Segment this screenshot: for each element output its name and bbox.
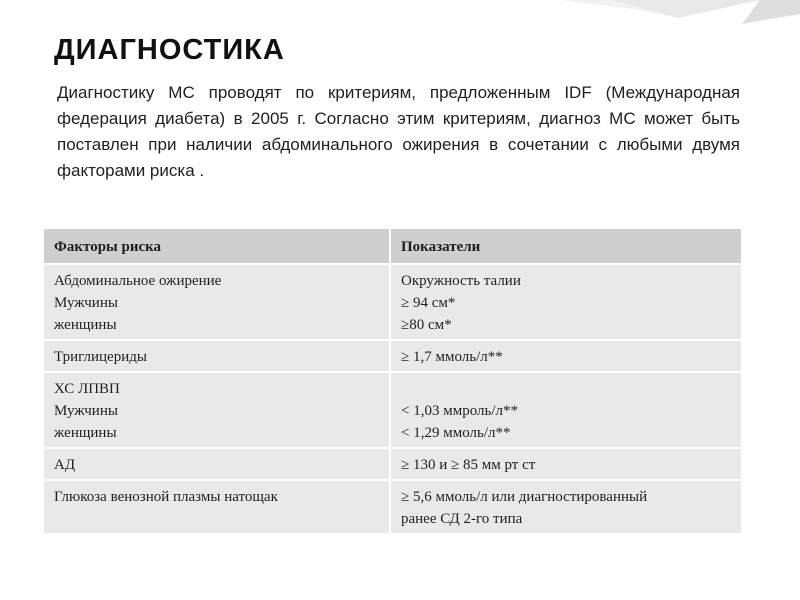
indicator-cell <box>390 448 741 480</box>
table-header-row <box>44 229 741 264</box>
cell-line: ≥ 5,6 ммоль/л или диагностированный <box>401 489 648 505</box>
cell-line: Абдоминальное ожирение <box>54 273 222 289</box>
indicator-cell <box>390 264 741 340</box>
indicator-cell <box>390 372 741 448</box>
cell-line: < 1,29 ммоль/л** <box>401 425 511 441</box>
risk-factor-cell <box>44 340 390 372</box>
risk-factor-cell <box>44 480 390 534</box>
table-row <box>44 340 741 372</box>
indicator-cell <box>390 340 741 372</box>
indicator-cell <box>390 480 741 534</box>
cell-line: Мужчины <box>54 295 118 311</box>
risk-factors-table <box>44 229 741 535</box>
cell-line: Глюкоза венозной плазмы натощак <box>54 489 278 505</box>
intro-paragraph: Диагностику МС проводят по критериям, предложенным IDF (Международная федерация диабета) в 2005 г. Согласно этим критериям, диагноз МС может быть поставлен при наличии абдоминального ожирения в сочетании с любыми двумя факторами риска . <box>57 83 740 180</box>
cell-line: ХС ЛПВП <box>54 381 120 397</box>
cell-line: ≥80 см* <box>401 317 452 333</box>
cell-line: ≥ 130 и ≥ 85 мм рт ст <box>401 457 536 473</box>
table-row <box>44 480 741 534</box>
cell-line: Мужчины <box>54 403 118 419</box>
cell-line: Триглицериды <box>54 349 147 365</box>
cell-line: Окружность талии <box>401 273 521 289</box>
cell-line: женщины <box>54 425 117 441</box>
risk-factor-cell <box>44 448 390 480</box>
header-risk-factors: Факторы риска <box>44 229 390 264</box>
table-row <box>44 448 741 480</box>
cell-line: ранее СД 2-го типа <box>401 511 523 527</box>
cell-line: ≥ 94 см* <box>401 295 456 311</box>
cell-line <box>401 378 731 400</box>
table-row <box>44 372 741 448</box>
table-row <box>44 264 741 340</box>
header-indicators: Показатели <box>390 229 741 264</box>
cell-line: АД <box>54 457 76 473</box>
cell-line: ≥ 1,7 ммоль/л** <box>401 349 503 365</box>
cell-line: < 1,03 ммроль/л** <box>401 403 518 419</box>
cell-line: женщины <box>54 317 117 333</box>
page-title: ДИАГНОСТИКА <box>54 34 285 66</box>
risk-factor-cell <box>44 264 390 340</box>
risk-factor-cell <box>44 372 390 448</box>
